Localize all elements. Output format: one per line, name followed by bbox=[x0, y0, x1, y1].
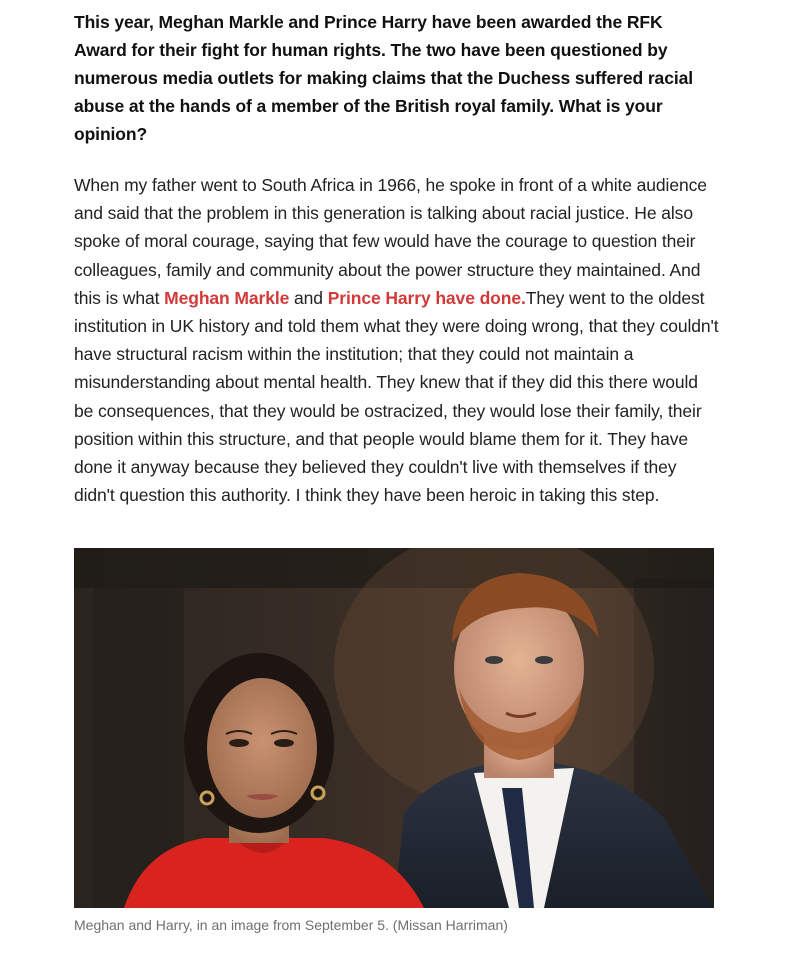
link-prince-harry[interactable]: Prince Harry have done. bbox=[327, 287, 526, 308]
link-meghan-markle[interactable]: Meghan Markle bbox=[164, 287, 290, 308]
article-body bbox=[74, 8, 719, 509]
answer-text-end: They went to the oldest institution in UK history and told them what they were doing wrong, that they couldn't have structural racism within the institution; that they could not maintain a misunderstanding about mental health. They knew that if they did this there would be consequences, that they would be ostracized, they would lose their family, their position within this structure, and that people would blame them for it. They have done it anyway because they believed they couldn't live with themselves if they didn't question this authority. I think they have been heroic in taking this step. bbox=[74, 287, 719, 506]
photo-meghan-and-harry bbox=[74, 548, 714, 908]
answer-text-and: and bbox=[289, 287, 328, 308]
interview-answer bbox=[74, 171, 719, 509]
interview-question: This year, Meghan Markle and Prince Harry have been awarded the RFK Award for their fight for human rights. The two have been questioned by numerous media outlets for making claims that the Duchess suffered racial abuse at the hands of a member of the British royal family. What is your opinion? bbox=[74, 12, 693, 144]
article-photo bbox=[74, 548, 714, 908]
photo-caption: Meghan and Harry, in an image from September 5. (Missan Harriman) bbox=[74, 917, 508, 933]
answer-text-start: When my father went to South Africa in 1966, he spoke in front of a white audience and said that the problem in this generation is talking about racial justice. He also spoke of moral courage, saying that few would have the courage to question their colleagues, family and community about the power structure they maintained. And this is what bbox=[74, 175, 707, 308]
